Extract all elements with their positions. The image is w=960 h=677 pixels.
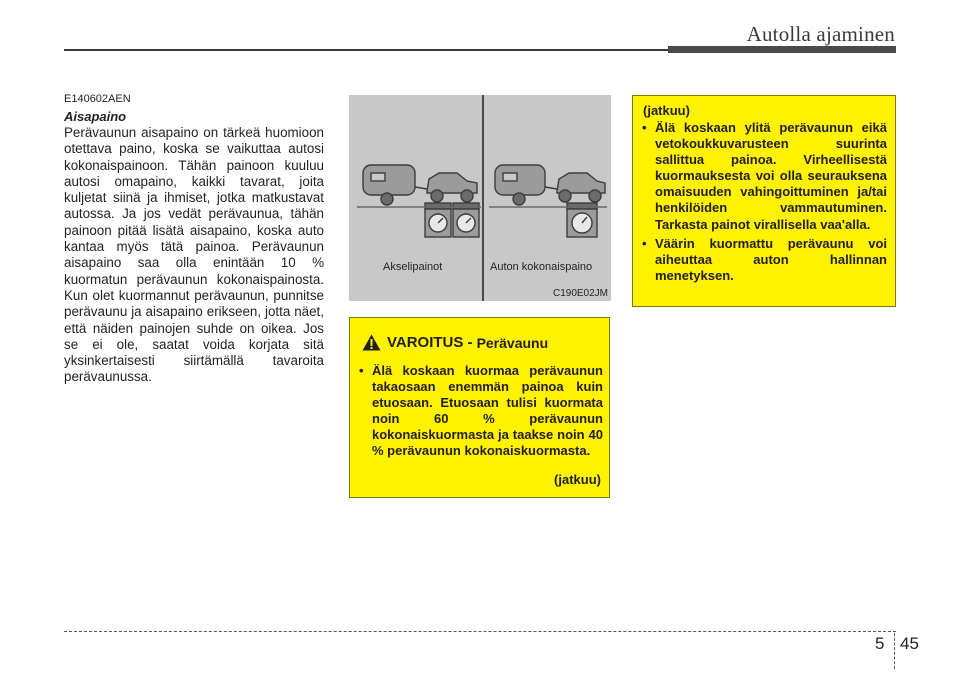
page-number: 45	[900, 634, 919, 653]
chapter-title: Autolla ajaminen	[746, 22, 895, 46]
continued-heading: (jatkuu)	[643, 103, 690, 118]
warning-box	[349, 317, 610, 498]
header-rule	[64, 49, 668, 51]
gross-weight-label: Auton kokonaispaino	[490, 261, 593, 273]
section-code: E140602AEN	[64, 93, 131, 105]
warning-subtitle: Perävaunu	[476, 334, 549, 351]
page-separator	[894, 633, 895, 669]
warning-header	[362, 334, 548, 351]
section-title: Aisapaino	[64, 109, 127, 124]
warning-continuation-box	[632, 95, 896, 307]
body-paragraph: Perävaunun aisapaino on tärkeä huomioon otettava paino, koska se vaikuttaa autosi kokonaispainoon. Tähän painoon kuuluu autosi omapaino, kaikki tavarat, joita kuljetat siinä ja ihmiset, jotka matkustavat autossa. Ja jos vedät perävaunua, tähän painoon pitää lisätä aisapaino, koska auto kantaa myös tätä painoa. Perävaunun aisapaino saa olla enintään 10 % kuormatun perävaunun kokonaispainosta. Kun olet kuormannut perävaunun, punnitse perävaunu ja aisapaino erikseen, jotta näet, että näiden painojen suhde on oikea. Jos se ei ole, saatat voida korjata sitä yksinkertaisesti siirtämällä tavaroita perävaunussa.	[64, 125, 324, 385]
warning-list	[358, 363, 603, 460]
right-scene	[489, 165, 607, 237]
warning-triangle-icon	[362, 334, 381, 351]
list-item: • Väärin kuormattu perävaunu voi aiheuttaa auton hallinnan menetyksen.	[641, 236, 887, 284]
left-scene	[357, 165, 481, 237]
trailer-weight-figure	[349, 95, 611, 301]
footer-rule	[64, 631, 896, 632]
continuation-list	[641, 120, 887, 287]
list-item: • Älä koskaan kuormaa perävaunun takaosaan enemmän painoa kuin etuosaan. Etuosaan tulisi kuormata noin 60 % perävaunun kokonaiskuormasta ja taakse noin 40 % perävaunun kokonaiskuormasta.	[358, 363, 603, 460]
warning-title: VAROITUS -	[387, 334, 473, 351]
header-bar	[668, 46, 896, 53]
chapter-number: 5	[875, 634, 885, 653]
list-item: • Älä koskaan ylitä perävaunun eikä vetokoukkuvarusteen suurinta sallittua painoa. Virheellisestä kuormauksesta voi olla seurauksena omaisuuden vahingoittuminen ja/tai henkilöiden vammautuminen. Tarkasta painot virallisella vaa'alla.	[641, 120, 887, 233]
continued-label: (jatkuu)	[554, 472, 601, 487]
figure-code: C190E02JM	[552, 288, 608, 299]
figure-divider	[482, 95, 484, 301]
axle-weights-label: Akselipainot	[383, 261, 443, 273]
